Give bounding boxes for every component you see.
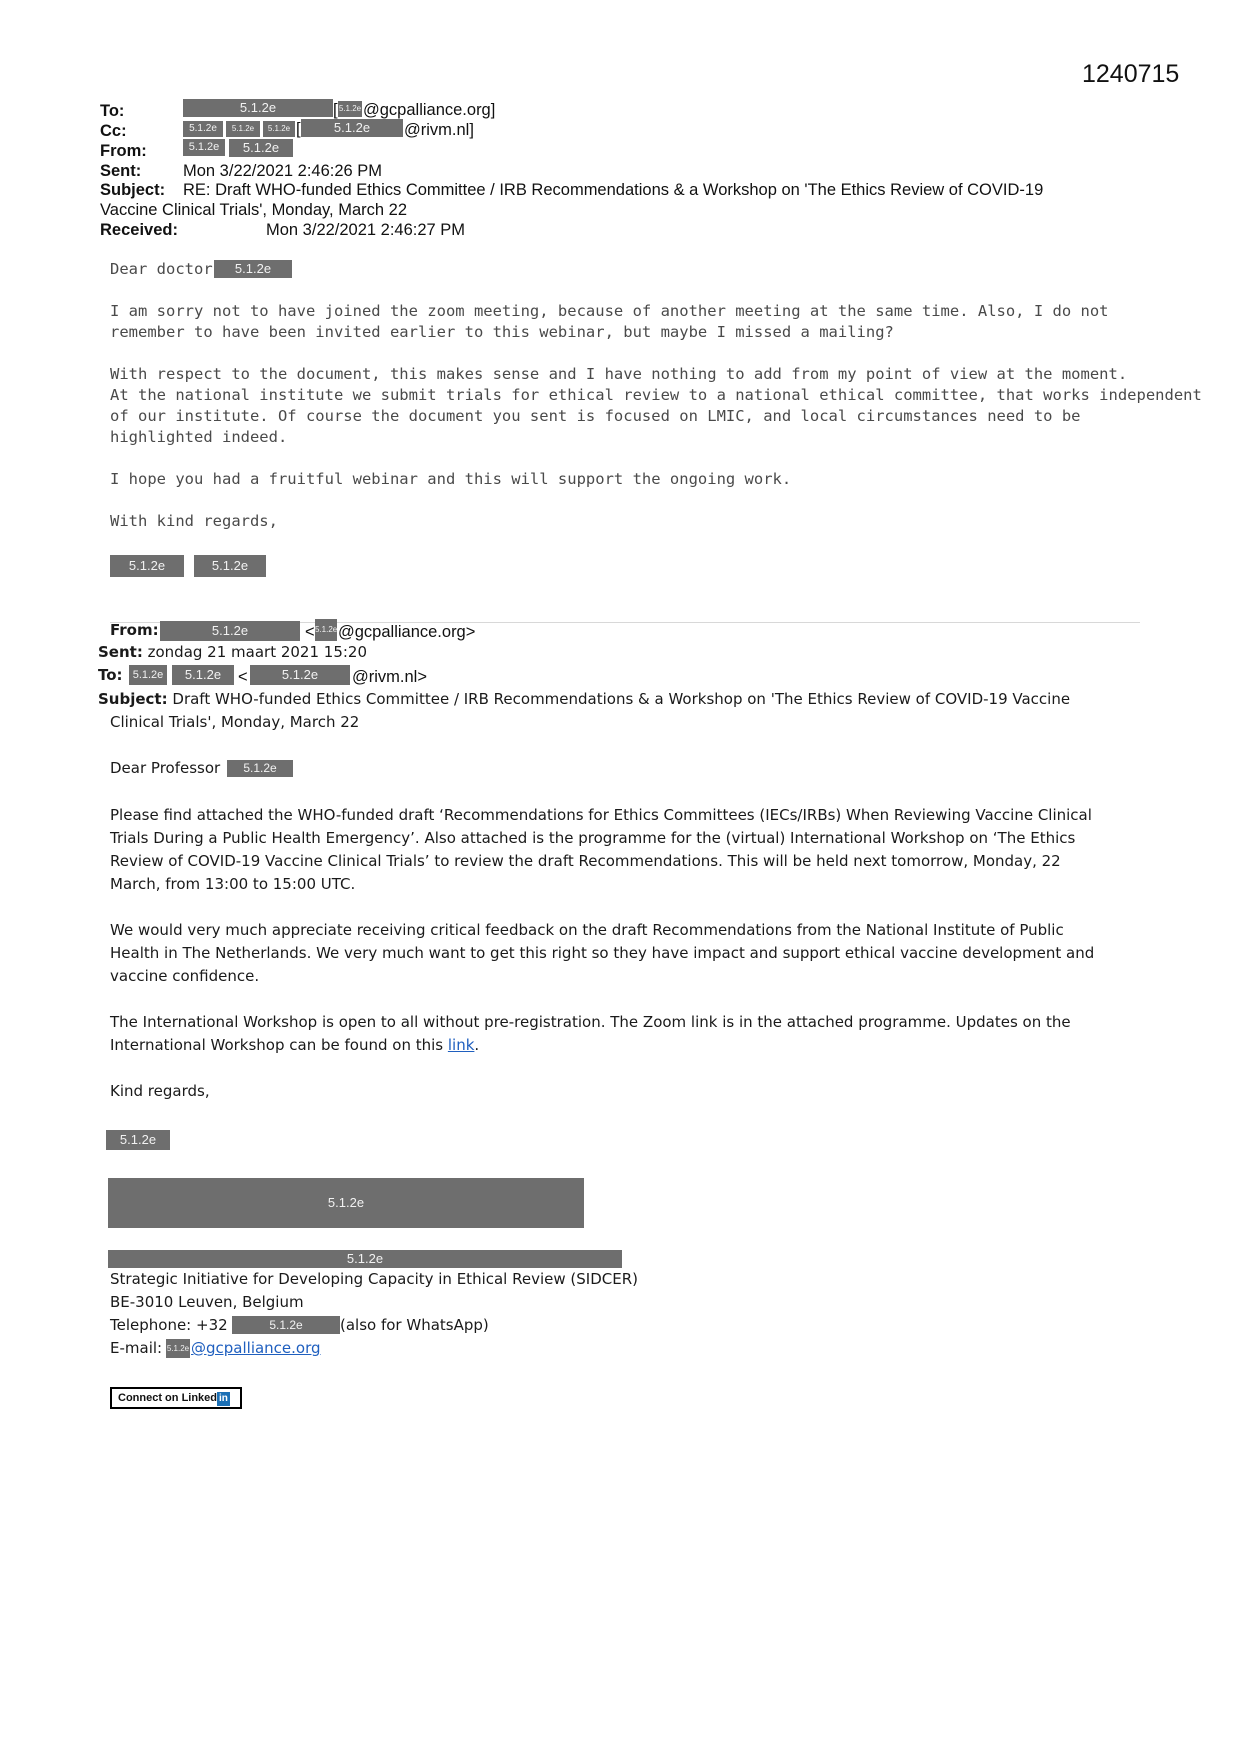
to-email-suffix: @rivm.nl> (352, 668, 427, 686)
document-id: 1240715 (1082, 60, 1180, 88)
paragraph-line: of our institute. Of course the document you sent is focused on LMIC, and local circumstances need to be (110, 407, 1081, 425)
cc-email-suffix: @rivm.nl] (404, 121, 474, 139)
redaction: 5.1.2e (108, 1178, 584, 1228)
paragraph-line: Please find attached the WHO-funded draft ‘Recommendations for Ethics Committees (IECs/IRBs) When Reviewing Vaccine Clinical (110, 806, 1092, 824)
redaction: 5.1.2e (315, 619, 337, 641)
redaction: 5.1.2e (263, 121, 295, 137)
redaction: 5.1.2e (229, 139, 293, 157)
signature-address: BE-3010 Leuven, Belgium (110, 1293, 304, 1311)
signature-email-prefix: E-mail: (110, 1339, 163, 1357)
redaction: 5.1.2e (183, 121, 223, 137)
to-label: To: (100, 102, 125, 120)
linkedin-logo-text: Linked (181, 1392, 218, 1404)
signature-org: Strategic Initiative for Developing Capacity in Ethical Review (SIDCER) (110, 1270, 638, 1288)
subject-line2: Vaccine Clinical Trials', Monday, March 22 (100, 201, 407, 219)
signature-phone-suffix: (also for WhatsApp) (340, 1316, 489, 1334)
paragraph-line: vaccine confidence. (110, 967, 260, 985)
paragraph-line: remember to have been invited earlier to this webinar, but maybe I missed a mailing? (110, 323, 894, 341)
subject-line1: RE: Draft WHO-funded Ethics Committee / IRB Recommendations & a Workshop on 'The Ethics Review of COVID-19 (183, 181, 1044, 199)
redaction: 5.1.2e (226, 121, 260, 137)
redaction: 5.1.2e (338, 101, 362, 117)
received-label: Received: (100, 221, 178, 239)
subject-label: Subject: (100, 181, 166, 199)
redaction: 5.1.2e (108, 1250, 622, 1268)
workshop-link[interactable]: link (447, 1036, 475, 1054)
redaction: 5.1.2e (183, 99, 333, 117)
linkedin-connect-button[interactable] (110, 1387, 242, 1409)
paragraph-line: Trials During a Public Health Emergency’. Also attached is the programme for the (virtual) International Workshop on ‘The Ethics (110, 829, 1076, 847)
closing: Kind regards, (110, 1082, 210, 1100)
to-label: To: (98, 666, 123, 684)
paragraph-line: I hope you had a fruitful webinar and this will support the ongoing work. (110, 470, 792, 488)
signature-phone-prefix: Telephone: +32 (110, 1316, 228, 1334)
redaction: 5.1.2e (172, 665, 234, 685)
greeting: Dear Professor (110, 759, 221, 777)
sent-value: zondag 21 maart 2021 15:20 (147, 643, 368, 661)
redaction: 5.1.2e (166, 1339, 190, 1358)
received-value: Mon 3/22/2021 2:46:27 PM (266, 221, 466, 239)
redaction: 5.1.2e (301, 119, 403, 137)
paragraph-line: highlighted indeed. (110, 428, 288, 446)
to-email-suffix: @gcpalliance.org] (363, 101, 496, 119)
paragraph-line: March, from 13:00 to 15:00 UTC. (110, 875, 356, 893)
closing: With kind regards, (110, 512, 278, 530)
paragraph-line: Health in The Netherlands. We very much want to get this right so they have impact and support ethical vaccine development and (110, 944, 1095, 962)
sent-value: Mon 3/22/2021 2:46:26 PM (183, 162, 383, 180)
subject-label: Subject: (98, 690, 168, 708)
cc-label: Cc: (100, 122, 127, 140)
signature-email-link[interactable]: @gcpalliance.org (191, 1339, 321, 1357)
paragraph-line: Review of COVID-19 Vaccine Clinical Trials’ to review the draft Recommendations. This will be held next tomorrow, Monday, 22 (110, 852, 1061, 870)
from-label: From: (100, 142, 147, 160)
redaction: 5.1.2e (129, 665, 167, 685)
from-email-suffix: @gcpalliance.org> (338, 623, 476, 641)
paragraph-line: We would very much appreciate receiving critical feedback on the draft Recommendations from the National Institute of Public (110, 921, 1064, 939)
sent-label: Sent: (100, 162, 142, 180)
from-label: From: (110, 621, 159, 639)
redaction: 5.1.2e (106, 1130, 170, 1150)
punctuation: . (474, 1036, 480, 1054)
paragraph-line: I am sorry not to have joined the zoom meeting, because of another meeting at the same time. Also, I do not (110, 302, 1109, 320)
greeting: Dear doctor (110, 260, 213, 278)
paragraph-line: International Workshop can be found on this (110, 1036, 444, 1054)
paragraph-line: At the national institute we submit trials for ethical review to a national ethical committee, that works independent (110, 386, 1202, 404)
linkedin-icon: in (219, 1393, 228, 1404)
redaction: 5.1.2e (110, 555, 184, 577)
redaction: 5.1.2e (232, 1316, 340, 1334)
redaction: 5.1.2e (183, 139, 225, 156)
redaction: 5.1.2e (194, 555, 266, 577)
sent-label: Sent: (98, 643, 143, 661)
linkedin-text: Connect on (118, 1392, 179, 1404)
redaction: 5.1.2e (250, 665, 350, 685)
redaction: 5.1.2e (214, 260, 292, 278)
paragraph-line: With respect to the document, this makes sense and I have nothing to add from my point of view at the moment. (110, 365, 1128, 383)
subject-line1: Draft WHO-funded Ethics Committee / IRB Recommendations & a Workshop on 'The Ethics Review of COVID-19 Vaccine (172, 690, 1071, 708)
redaction: 5.1.2e (160, 621, 300, 641)
redaction: 5.1.2e (227, 760, 293, 777)
paragraph-line: The International Workshop is open to all without pre-registration. The Zoom link is in the attached programme. Updates on the (110, 1013, 1071, 1031)
subject-line2: Clinical Trials', Monday, March 22 (110, 713, 360, 731)
